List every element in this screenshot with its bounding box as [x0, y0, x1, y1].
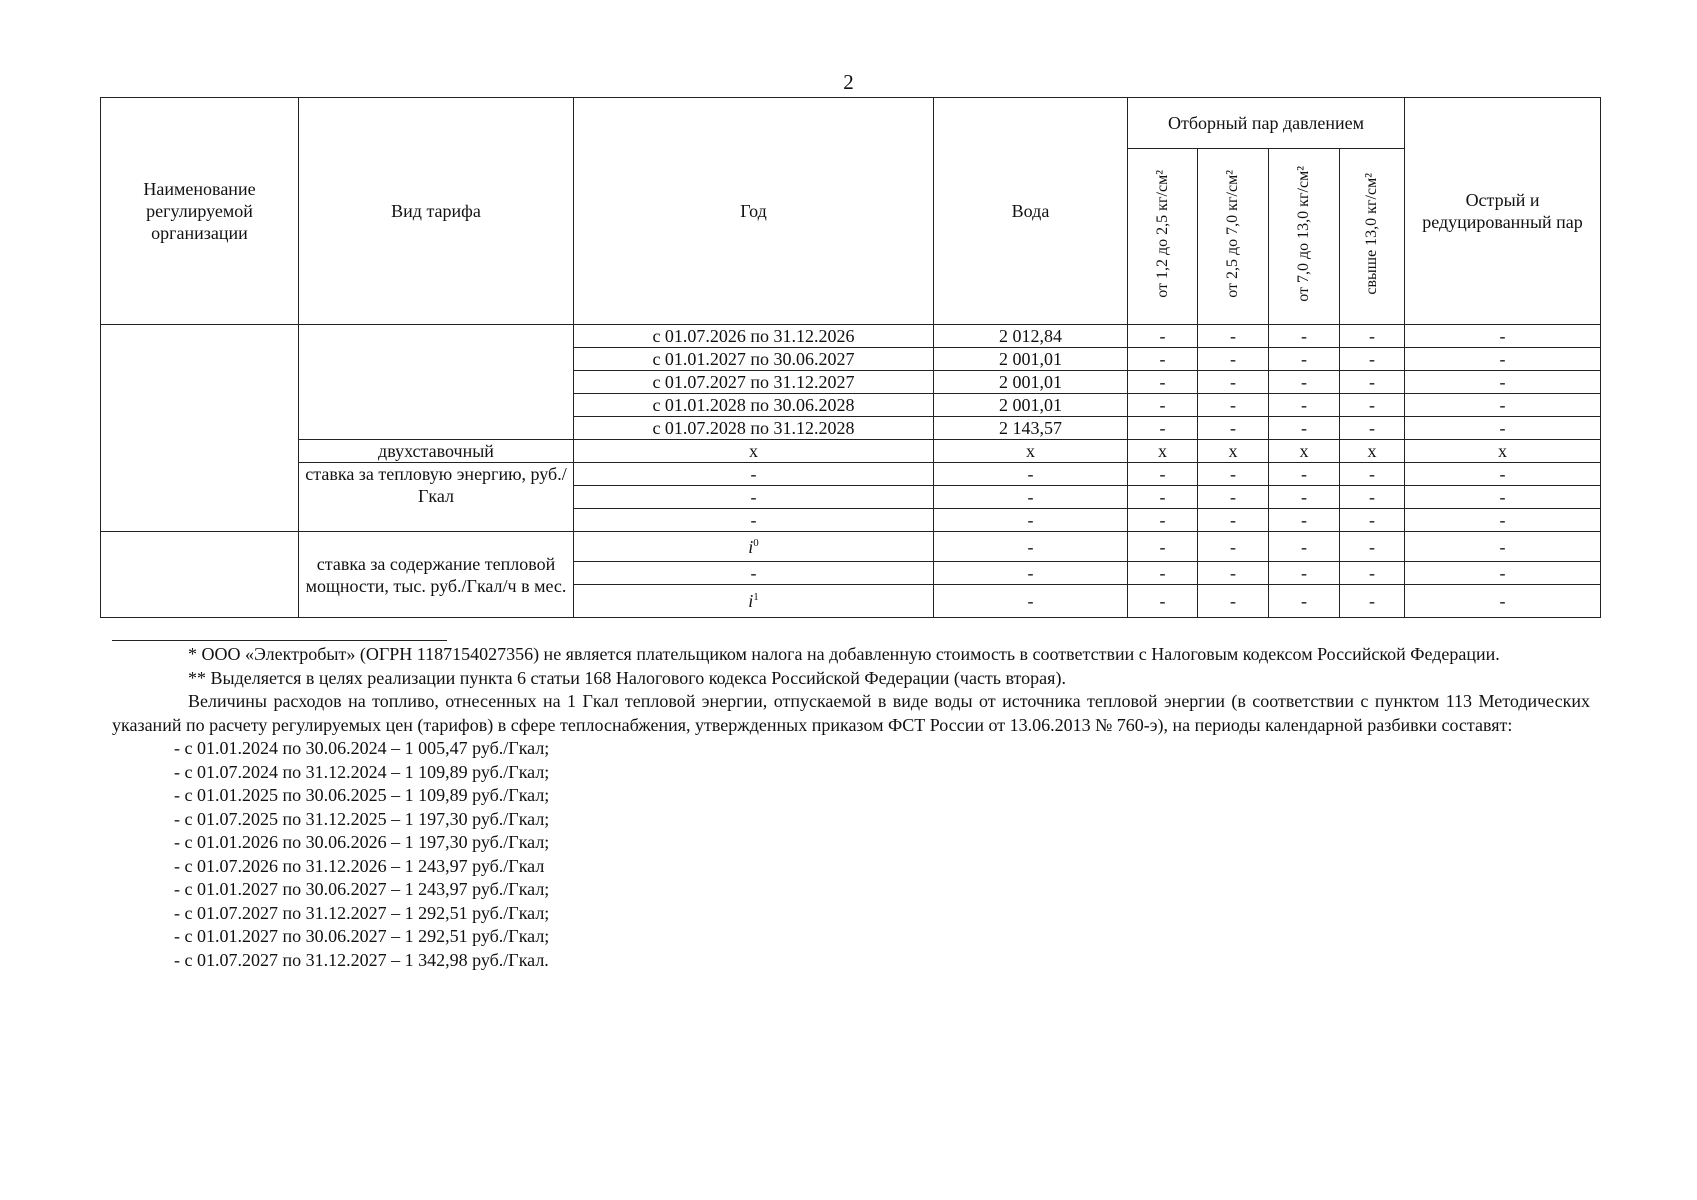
sharp-steam-cell: - [1405, 562, 1601, 585]
header-steam-4-label: свыше 13,0 кг/см² [1363, 173, 1381, 295]
steam-2-cell: - [1198, 585, 1269, 618]
sharp-steam-cell: - [1405, 394, 1601, 417]
sharp-steam-cell: - [1405, 417, 1601, 440]
sharp-steam-cell: - [1405, 585, 1601, 618]
table-row [101, 532, 1601, 562]
year-index: i [748, 536, 754, 557]
water-cell: 2 143,57 [934, 417, 1128, 440]
steam-3-cell: - [1269, 486, 1340, 509]
header-tariff-type: Вид тарифа [299, 98, 574, 325]
sharp-steam-cell: - [1405, 371, 1601, 394]
steam-3-cell: - [1269, 325, 1340, 348]
steam-1-cell: x [1128, 440, 1198, 463]
page-number: 2 [843, 70, 854, 94]
steam-4-cell: - [1340, 325, 1405, 348]
steam-1-cell: - [1128, 394, 1198, 417]
steam-1-cell: - [1128, 463, 1198, 486]
steam-1-cell: - [1128, 486, 1198, 509]
period-cell: с 01.07.2026 по 31.12.2026 [574, 325, 934, 348]
year-cell: - [574, 486, 934, 509]
steam-3-cell: - [1269, 417, 1340, 440]
table-row [101, 463, 1601, 486]
steam-4-cell: - [1340, 348, 1405, 371]
header-steam-3 [1269, 149, 1340, 325]
fuel-list [112, 737, 1590, 972]
header-water: Вода [934, 98, 1128, 325]
notes-section [112, 640, 1590, 972]
steam-1-cell: - [1128, 562, 1198, 585]
year-cell [574, 532, 934, 562]
table-row-two-part [101, 440, 1601, 463]
organization-cell [101, 325, 299, 532]
year-index-sup: 1 [753, 591, 759, 603]
period-cell: с 01.07.2027 по 31.12.2027 [574, 371, 934, 394]
water-cell: - [934, 486, 1128, 509]
header-steam-3-label: от 7,0 до 13,0 кг/см² [1295, 166, 1312, 302]
header-steam-2-label: от 2,5 до 7,0 кг/см² [1224, 170, 1241, 298]
sharp-steam-cell: - [1405, 348, 1601, 371]
steam-2-cell: - [1198, 532, 1269, 562]
header-year: Год [574, 98, 934, 325]
sharp-steam-cell: - [1405, 532, 1601, 562]
water-cell: - [934, 585, 1128, 618]
steam-1-cell: - [1128, 371, 1198, 394]
steam-2-cell: - [1198, 486, 1269, 509]
steam-4-cell: - [1340, 509, 1405, 532]
water-cell: - [934, 463, 1128, 486]
sharp-steam-cell: - [1405, 509, 1601, 532]
steam-4-cell: x [1340, 440, 1405, 463]
water-cell: - [934, 562, 1128, 585]
steam-3-cell: - [1269, 532, 1340, 562]
steam-3-cell: - [1269, 585, 1340, 618]
steam-2-cell: - [1198, 325, 1269, 348]
period-cell: с 01.01.2027 по 30.06.2027 [574, 348, 934, 371]
steam-3-cell: - [1269, 371, 1340, 394]
steam-2-cell: - [1198, 463, 1269, 486]
steam-4-cell: - [1340, 463, 1405, 486]
steam-3-cell: - [1269, 394, 1340, 417]
steam-1-cell: - [1128, 532, 1198, 562]
year-index: i [748, 591, 754, 611]
list-item: - с 01.01.2027 по 30.06.2027 – 1 292,51 руб./Гкал; [174, 926, 550, 946]
water-cell: - [934, 532, 1128, 562]
water-cell: 2 001,01 [934, 394, 1128, 417]
tariff-table [100, 97, 1601, 618]
list-item: - с 01.07.2027 по 31.12.2027 – 1 292,51 руб./Гкал; [174, 902, 550, 923]
energy-rate-label: ставка за тепловую энергию, руб./Гкал [299, 463, 574, 532]
footnote-vat: * ООО «Электробыт» (ОГРН 1187154027356) не является плательщиком налога на добавленную стоимость в соответствии с Налоговым кодексом Российской Федерации. [188, 644, 1500, 664]
steam-2-cell: - [1198, 371, 1269, 394]
steam-1-cell: - [1128, 585, 1198, 618]
two-part-label: двухставочный [299, 440, 574, 463]
steam-3-cell: - [1269, 348, 1340, 371]
list-item: - с 01.07.2024 по 31.12.2024 – 1 109,89 руб./Гкал; [174, 761, 550, 782]
steam-2-cell: - [1198, 394, 1269, 417]
water-cell: - [934, 509, 1128, 532]
year-cell: x [574, 440, 934, 463]
steam-4-cell: - [1340, 562, 1405, 585]
header-steam-1 [1128, 149, 1198, 325]
list-item: - с 01.01.2027 по 30.06.2027 – 1 243,97 руб./Гкал; [174, 879, 550, 899]
sharp-steam-cell: - [1405, 325, 1601, 348]
steam-1-cell: - [1128, 509, 1198, 532]
list-item: - с 01.01.2024 по 30.06.2024 – 1 005,47 руб./Гкал; [174, 738, 550, 758]
year-index: - [750, 563, 757, 583]
water-cell: 2 001,01 [934, 348, 1128, 371]
steam-4-cell: - [1340, 394, 1405, 417]
steam-1-cell: - [1128, 417, 1198, 440]
footnote-rule [112, 640, 447, 641]
organization-cell-lower [101, 532, 299, 618]
steam-3-cell: - [1269, 509, 1340, 532]
steam-1-cell: - [1128, 348, 1198, 371]
steam-2-cell: - [1198, 417, 1269, 440]
list-item: - с 01.01.2025 по 30.06.2025 – 1 109,89 руб./Гкал; [174, 785, 550, 805]
sharp-steam-cell: - [1405, 486, 1601, 509]
table-row [101, 325, 1601, 348]
steam-2-cell: - [1198, 562, 1269, 585]
header-sharp-steam: Острый и редуцированный пар [1405, 98, 1601, 325]
steam-4-cell: - [1340, 585, 1405, 618]
fuel-paragraph: Величины расходов на топливо, отнесенных на 1 Гкал тепловой энергии, отпускаемой в виде воды от источника тепловой энергии (в соответствии с пунктом 113 Методических указаний по расчету регулируемых цен (тарифов) в сфере теплоснабжения, утвержденных приказом ФСТ России от 13.06.2013 № 760-э), на периоды календарной разбивки составят: [112, 691, 1590, 735]
header-steam-group: Отборный пар давлением [1128, 98, 1405, 149]
tariff-type-cell [299, 325, 574, 440]
list-item: - с 01.01.2026 по 30.06.2026 – 1 197,30 руб./Гкал; [174, 832, 550, 852]
steam-3-cell: - [1269, 463, 1340, 486]
list-item: - с 01.07.2027 по 31.12.2027 – 1 342,98 руб./Гкал. [174, 949, 549, 970]
year-cell [574, 562, 934, 585]
steam-1-cell: - [1128, 325, 1198, 348]
steam-2-cell: x [1198, 440, 1269, 463]
water-cell: 2 001,01 [934, 371, 1128, 394]
footnote-tax-code: ** Выделяется в целях реализации пункта 6 статьи 168 Налогового кодекса Российской Федерации (часть вторая). [188, 667, 1066, 688]
header-row-1 [101, 98, 1601, 149]
steam-4-cell: - [1340, 417, 1405, 440]
steam-4-cell: - [1340, 371, 1405, 394]
year-index-sup: 0 [753, 536, 759, 549]
water-cell: x [934, 440, 1128, 463]
header-steam-4 [1340, 149, 1405, 325]
water-cell: 2 012,84 [934, 325, 1128, 348]
period-cell: с 01.07.2028 по 31.12.2028 [574, 417, 934, 440]
steam-2-cell: - [1198, 348, 1269, 371]
header-organization: Наименование регулируемой организации [101, 98, 299, 325]
steam-2-cell: - [1198, 509, 1269, 532]
period-cell: с 01.01.2028 по 30.06.2028 [574, 394, 934, 417]
steam-3-cell: x [1269, 440, 1340, 463]
steam-4-cell: - [1340, 486, 1405, 509]
steam-3-cell: - [1269, 562, 1340, 585]
header-steam-2 [1198, 149, 1269, 325]
year-cell: - [574, 509, 934, 532]
sharp-steam-cell: x [1405, 440, 1601, 463]
year-cell: - [574, 463, 934, 486]
list-item: - с 01.07.2026 по 31.12.2026 – 1 243,97 руб./Гкал [174, 855, 545, 876]
capacity-rate-label: ставка за содержание тепловой мощности, тыс. руб./Гкал/ч в мес. [299, 532, 574, 618]
header-steam-1-label: от 1,2 до 2,5 кг/см² [1153, 170, 1171, 298]
year-cell [574, 585, 934, 618]
list-item: - с 01.07.2025 по 31.12.2025 – 1 197,30 руб./Гкал; [174, 808, 550, 829]
sharp-steam-cell: - [1405, 463, 1601, 486]
steam-4-cell: - [1340, 532, 1405, 562]
